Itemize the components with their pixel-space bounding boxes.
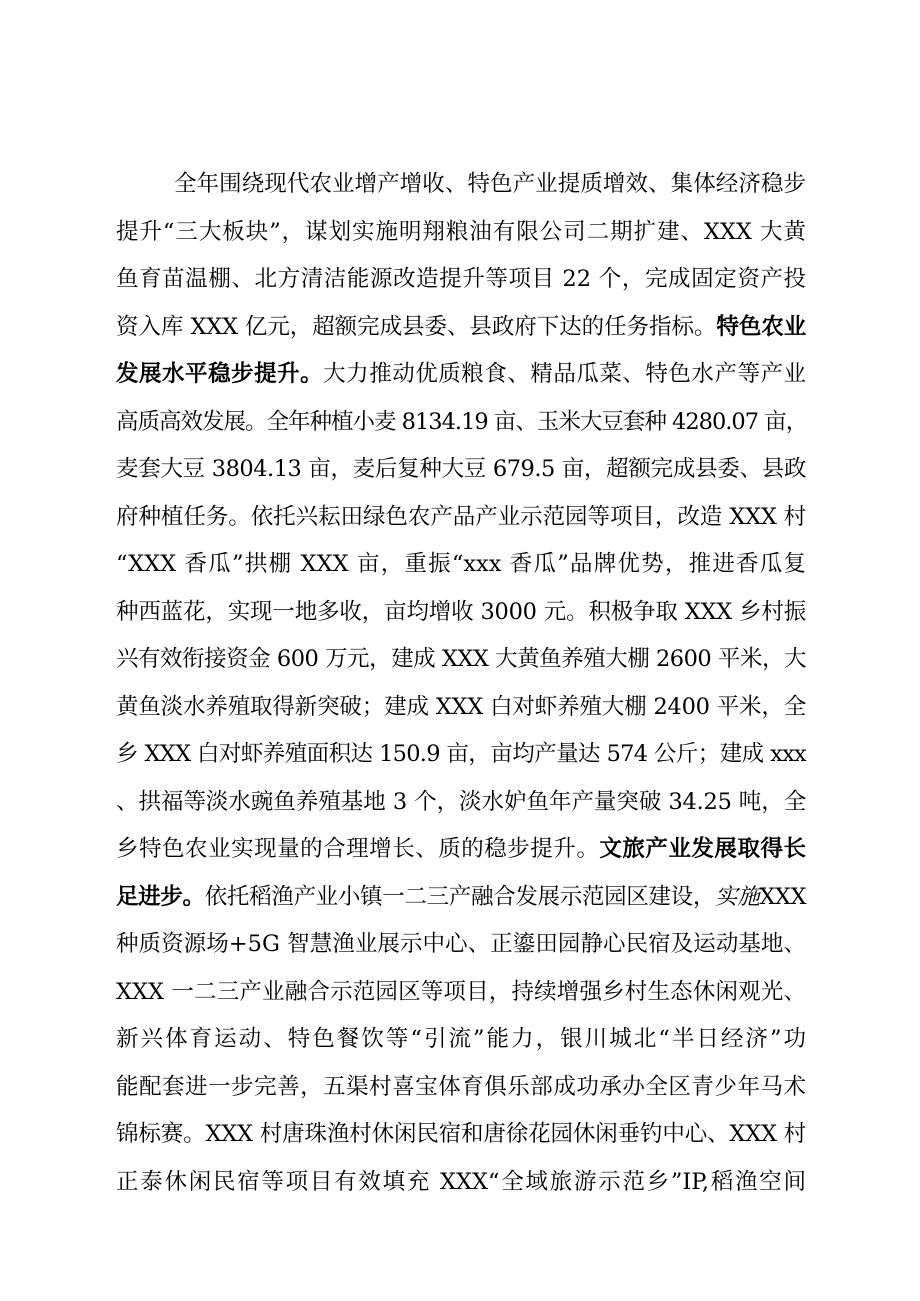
- text-line: [116, 1111, 806, 1159]
- text-line: [116, 1016, 806, 1064]
- text-line: [116, 589, 806, 637]
- text-run: 、拱福等淡水豌鱼养殖基地 3 个，淡水妒鱼年产量突破 34.25 吨，全: [116, 788, 806, 815]
- text-line: [116, 1159, 806, 1207]
- text-run: “XXX 香瓜”拱棚 XXX 亩，重振“xxx 香瓜”品牌优势，推进香瓜复: [116, 551, 806, 577]
- text-run: 麦套大豆 3804.13 亩，麦后复种大豆 679.5 亩，超额完成县委、县政: [116, 456, 806, 482]
- text-line: [116, 256, 806, 304]
- text-run: XXX 一二三产业融合示范园区等项目，持续增强乡村生态休闲观光、: [116, 978, 806, 1005]
- text-run: 新兴体育运动、特色餐饮等“引流”能力，银川城北“半日经济”功: [116, 1026, 806, 1052]
- text-line: [116, 1064, 806, 1112]
- bold-heading-run: 文旅产业发展取得长: [599, 836, 806, 862]
- text-line: [116, 921, 806, 969]
- text-line: [116, 541, 806, 589]
- text-run: 高质高效发展。全年种植小麦 8134.19 亩、玉米大豆套种 4280.07 亩，: [116, 408, 808, 435]
- text-line: [116, 446, 806, 494]
- text-run: 全年围绕现代农业增产增收、特色产业提质增效、集体经济稳步: [174, 171, 806, 197]
- text-run: 提升“三大板块”，谋划实施明翔粮油有限公司二期扩建、XXX 大黄: [116, 218, 806, 245]
- bold-heading-run: 足进步。: [116, 883, 205, 910]
- italic-run: 实施: [715, 883, 760, 910]
- text-line: [116, 304, 806, 352]
- text-line: [116, 351, 806, 399]
- text-line: [116, 494, 806, 542]
- text-run: 依托稻渔产业小镇一二三产融合发展示范园区建设，: [204, 883, 716, 910]
- text-line: [116, 209, 806, 257]
- text-line: [116, 731, 806, 779]
- text-line: [116, 969, 806, 1017]
- text-run: 种西蓝花，实现一地多收，亩均增收 3000 元。积极争取 XXX 乡村振: [116, 598, 806, 625]
- body-paragraph: [116, 161, 806, 1206]
- text-line: [116, 636, 806, 684]
- text-run: 种质资源场+5G 智慧渔业展示中心、正鎏田园静心民宿及运动基地、: [116, 931, 806, 957]
- text-line: [116, 826, 806, 874]
- text-run: 兴有效衔接资金 600 万元，建成 XXX 大黄鱼养殖大棚 2600 平米，大: [116, 646, 806, 672]
- text-run: 黄鱼淡水养殖取得新突破；建成 XXX 白对虾养殖大棚 2400 平米，全: [116, 693, 806, 720]
- text-run: 府种植任务。依托兴耘田绿色农产品产业示范园等项目，改造 XXX 村: [116, 503, 806, 530]
- text-run: 正泰休闲民宿等项目有效填充 XXX“全域旅游示范乡”IP,稻渔空间: [116, 1168, 806, 1195]
- bold-heading-run: 发展水平稳步提升。: [116, 361, 324, 387]
- text-run: 锦标赛。XXX 村唐珠渔村休闲民宿和唐徐花园休闲垂钓中心、XXX 村: [116, 1121, 806, 1147]
- text-run: 资入库 XXX 亿元，超额完成县委、县政府下达的任务指标。: [116, 313, 717, 340]
- text-run: 鱼育苗温棚、北方清洁能源改造提升等项目 22 个，完成固定资产投: [116, 266, 806, 292]
- text-line: [116, 684, 806, 732]
- text-run: 大力推动优质粮食、精品瓜菜、特色水产等产业: [323, 361, 806, 387]
- text-line: [116, 399, 806, 447]
- text-run: 乡特色农业实现量的合理增长、质的稳步提升。: [116, 836, 600, 862]
- bold-heading-run: 特色农业: [716, 313, 806, 340]
- text-run: 能配套进一步完善，五渠村喜宝体育俱乐部成功承办全区青少年马术: [116, 1073, 806, 1100]
- text-run: 乡 XXX 白对虾养殖面积达 150.9 亩，亩均产量达 574 公斤；建成 xxx: [116, 741, 806, 767]
- text-line: [116, 779, 806, 827]
- text-line: [116, 874, 806, 922]
- text-line: [116, 161, 806, 209]
- text-run: XXX: [759, 883, 806, 910]
